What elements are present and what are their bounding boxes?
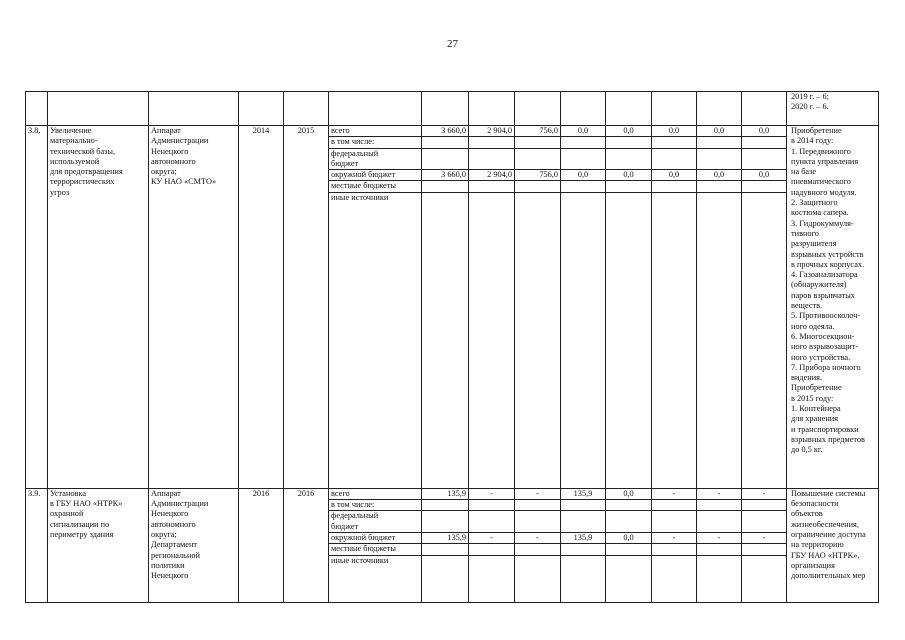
amount-cell: 0,0 [561,126,606,137]
amount-cell [515,544,561,555]
amount-cell [469,544,515,555]
amount-cell [515,511,561,533]
amount-cell [469,181,515,192]
amount-cell [469,137,515,148]
amount-cell: 3 660,0 [422,170,469,181]
amount-cell: - [742,532,787,543]
start-year: 2014 [239,126,284,489]
amount-cell [515,137,561,148]
amount-cell [469,511,515,533]
amount-cell [606,137,652,148]
amount-cell [561,500,606,511]
amount-cell [652,555,697,602]
amount-cell [422,544,469,555]
amount-cell [742,181,787,192]
continuation-note: 2019 г. – 6; 2020 г. – 6. [787,92,879,126]
item-number: 3.8. [26,126,48,489]
amount-cell: 0,0 [697,126,742,137]
amount-cell [561,137,606,148]
amount-cell [515,148,561,170]
amount-cell [697,137,742,148]
amount-cell [697,544,742,555]
funding-source-label: всего [329,126,422,137]
program-table [25,91,879,603]
amount-cell: - [697,532,742,543]
amount-cell: 2 904,0 [469,170,515,181]
amount-cell [515,181,561,192]
amount-cell: 0,0 [697,170,742,181]
amount-cell [561,555,606,602]
amount-cell [561,148,606,170]
amount-cell [606,544,652,555]
amount-cell: 2 904,0 [469,126,515,137]
amount-cell [652,500,697,511]
amount-cell [697,500,742,511]
amount-cell [561,181,606,192]
amount-cell: 0,0 [606,126,652,137]
amount-cell: - [742,488,787,499]
item-executor: Аппарат Администрации Ненецкого автономного округа; Департамент региональной политики Ненецкого [149,488,239,602]
amount-cell: 0,0 [652,126,697,137]
item-note: Приобретение в 2014 году: 1. Передвижного пункта управления на базе пневматического надувного модуля. 2. Защитного костюма сапера. 3. Гидрокуммуля- тивного разрушителя взрывных устройств в прочных корпусах. 4. Газоанализатора (обнаружителя) паров взрывчатых веществ. 5. Противоосколоч- ного одеяла. 6. Многосекцион- ного взрывозащит- ного устройства. 7. Прибора ночного видения. Приобретение в 2015 году: 1. Контейнера для хранения и транспортировки взрывных предметов до 0,5 кг. [787,126,879,489]
page-number: 27 [447,38,458,50]
amount-cell [742,544,787,555]
amount-cell: 0,0 [742,170,787,181]
amount-cell [697,555,742,602]
amount-cell [422,137,469,148]
amount-cell [606,181,652,192]
amount-cell: - [469,488,515,499]
section-3-8-row [26,126,879,137]
funding-source-label: окружной бюджет [329,170,422,181]
amount-cell: - [515,488,561,499]
amount-cell [652,148,697,170]
item-number: 3.9. [26,488,48,602]
amount-cell [652,544,697,555]
funding-source-label: всего [329,488,422,499]
amount-cell: 135,9 [422,488,469,499]
amount-cell [697,511,742,533]
amount-cell [422,511,469,533]
amount-cell: - [515,532,561,543]
funding-source-label: местные бюджеты [329,181,422,192]
amount-cell [697,181,742,192]
amount-cell [652,137,697,148]
amount-cell [422,192,469,488]
amount-cell [742,148,787,170]
amount-cell [606,500,652,511]
amount-cell [742,555,787,602]
amount-cell: 135,9 [561,532,606,543]
amount-cell [652,511,697,533]
amount-cell [422,555,469,602]
amount-cell [561,544,606,555]
amount-cell [515,192,561,488]
amount-cell [422,148,469,170]
amount-cell: - [697,488,742,499]
amount-cell [652,192,697,488]
funding-source-label: иные источники [329,555,422,602]
amount-cell [422,500,469,511]
amount-cell [422,181,469,192]
amount-cell [561,192,606,488]
end-year: 2016 [284,488,329,602]
item-name: Увеличение материально- технической базы, используемой для предотвращения террористических угроз [48,126,149,489]
amount-cell: 0,0 [606,170,652,181]
amount-cell [469,148,515,170]
amount-cell [515,500,561,511]
amount-cell: 135,9 [561,488,606,499]
amount-cell [742,500,787,511]
amount-cell [469,555,515,602]
item-note: Повышение системы безопасности объектов жизнеобеспечения, ограничение доступа на территорию ГБУ НАО «НТРК», организация дополнительных мер [787,488,879,602]
amount-cell [606,148,652,170]
funding-source-label: окружной бюджет [329,532,422,543]
funding-source-label: федеральный бюджет [329,148,422,170]
amount-cell [561,511,606,533]
continuation-row [26,92,879,126]
amount-cell: 135,9 [422,532,469,543]
amount-cell [742,192,787,488]
amount-cell: - [652,532,697,543]
funding-source-label: местные бюджеты [329,544,422,555]
funding-source-label: федеральный бюджет [329,511,422,533]
section-3-9-row [26,488,879,499]
funding-source-label: в том числе: [329,137,422,148]
amount-cell [652,181,697,192]
amount-cell [697,148,742,170]
amount-cell [606,192,652,488]
start-year: 2016 [239,488,284,602]
amount-cell: 0,0 [606,532,652,543]
funding-source-label: в том числе: [329,500,422,511]
amount-cell: 0,0 [742,126,787,137]
amount-cell [742,137,787,148]
item-name: Установка в ГБУ НАО «НТРК» охранной сигнализации по периметру здания [48,488,149,602]
amount-cell: 3 660,0 [422,126,469,137]
amount-cell: 756,0 [515,126,561,137]
end-year: 2015 [284,126,329,489]
amount-cell: - [469,532,515,543]
amount-cell [469,192,515,488]
amount-cell [606,511,652,533]
amount-cell: 0,0 [561,170,606,181]
amount-cell: - [652,488,697,499]
amount-cell [469,500,515,511]
amount-cell [515,555,561,602]
amount-cell: 0,0 [652,170,697,181]
amount-cell [742,511,787,533]
item-executor: Аппарат Администрации Ненецкого автономного округа; КУ НАО «СМТО» [149,126,239,489]
funding-source-label: иные источники [329,192,422,488]
amount-cell [606,555,652,602]
amount-cell [697,192,742,488]
amount-cell: 0,0 [606,488,652,499]
amount-cell: 756,0 [515,170,561,181]
